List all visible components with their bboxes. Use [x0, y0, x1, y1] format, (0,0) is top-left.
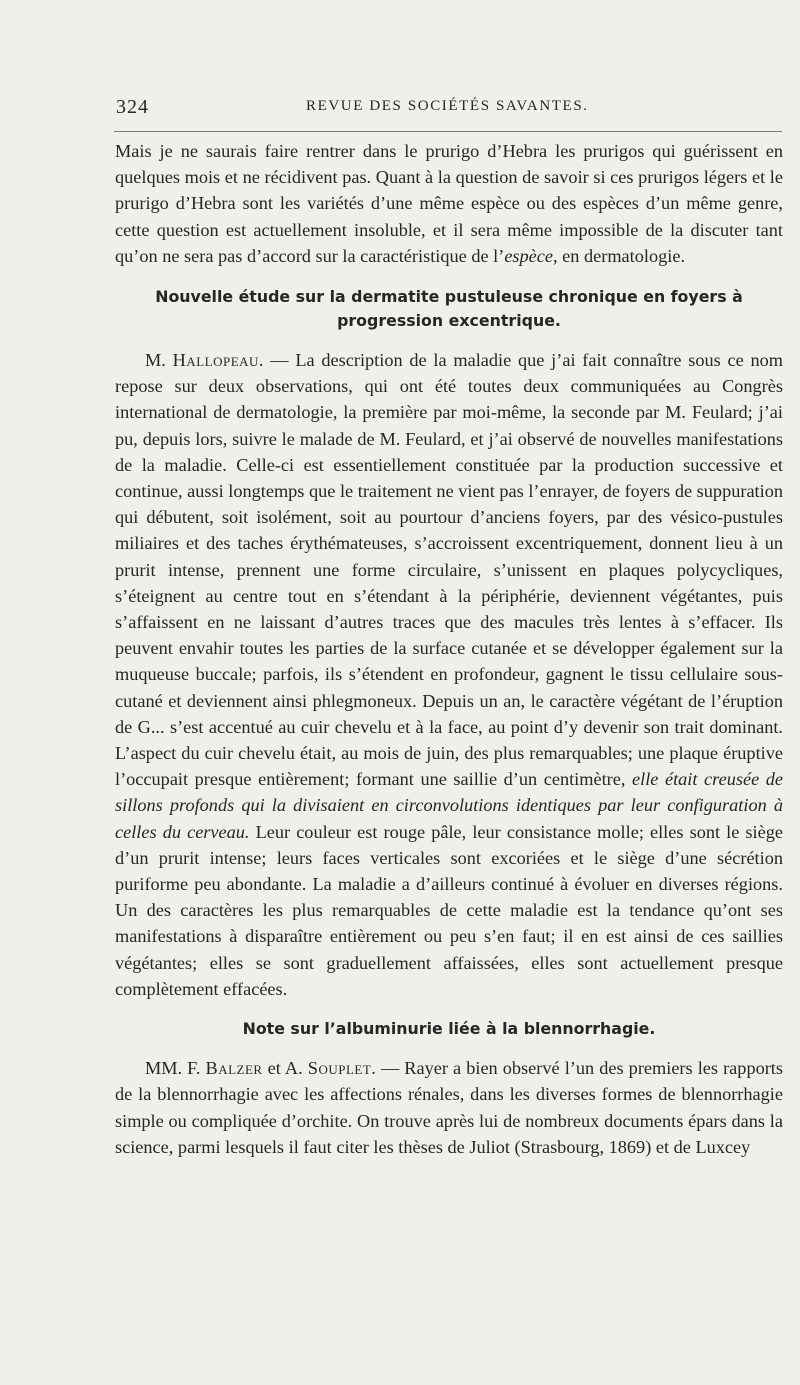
author-name: Hallopeau — [172, 350, 259, 371]
authors-joiner: et A. — [262, 1058, 308, 1079]
intro-text: Mais je ne saurais faire rentrer dans le prurigo d’Hebra les prurigos qui guérissent en quelques mois et ne récidivent pas. Quant à la question de savoir si ces prurigos légers et le prurigo d’Hebra sont les variétés d’une même espèce ou des espèces d’un même genre, cette question est actuellement insoluble, et il sera même impossible de la discuter tant qu’on ne sera pas d’accord sur la caractéristique de l’ — [115, 141, 783, 266]
running-title: REVUE DES SOCIÉTÉS SAVANTES. — [306, 98, 589, 114]
authors-prefix: MM. F. — [145, 1058, 206, 1079]
author-prefix: M. — [145, 350, 173, 371]
intro-emphasis: espèce — [504, 245, 554, 266]
author-souplet: Souplet — [307, 1058, 372, 1079]
header-rule — [114, 131, 782, 132]
page-header — [116, 96, 786, 118]
intro-paragraph — [115, 138, 783, 269]
section-paragraph-dermatite — [115, 347, 783, 1002]
body-text-b: Leur couleur est rouge pâle, leur consistance molle; elles sont le siège d’un prurit intense; leurs faces verticales sont excoriées et le siège d’une sécrétion puriforme peu abondante. La maladie a d’ailleurs continué à évoluer en diverses régions. Un des caractères les plus remarquables de cette maladie est la tendance qu’ont ses manifestations à disparaître entièrement ou peu s’en faut; il en est ainsi de ces saillies végétantes; elles se sont graduellement affaissées, elles sont actuellement presque complètement effacées. — [115, 821, 783, 999]
body-text-a: . — La description de la maladie que j’ai fait connaître sous ce nom repose sur deux observations, qui ont été toutes deux communiquées au Congrès international de dermatologie, la première par moi-même, la seconde par M. Feulard; j’ai pu, depuis lors, suivre le malade de M. Feulard, et j’ai observé de nouvelles manifestations de la maladie. Celle-ci est essentiellement constituée par la production successive et continue, aussi longtemps que le traitement ne vient pas l’enrayer, de foyers de suppuration qui débutent, soit isolément, soit au pourtour d’anciens foyers, par des vésico-pustules miliaires et des taches érythémateuses, s’accroissent excentriquement, donnent lieu à un prurit intense, prennent une forme circulaire, s’unissent en plaques polycycliques, s’éteignent au centre tout en s’étendant à la périphérie, deviennent végétantes, puis s’affaissent en ne laissant d’autres traces que des macules très lentes à s’effacer. Ils peuvent envahir toutes les parties de la surface cutanée et se développer également sur la muqueuse buccale; parfois, ils s’étendent en profondeur, gagnent le tissu cellulaire sous-cutané et deviennent ainsi phlegmoneux. Depuis un an, le caractère végétant de l’éruption de G... s’est accentué au cuir chevelu et à la face, au point d’y devenir son trait dominant. L’aspect du cuir chevelu était, au mois de juin, des plus remarquables; une plaque éruptive l’occupait presque entièrement; formant une saillie d’un centimètre, — [115, 350, 783, 790]
body-text: . — Rayer a bien observé l’un des premiers les rapports de la blennorrhagie avec les affections rénales, dans les diverses formes de blennorrhagie simple ou compliquée d’orchite. On trouve après lui de nombreux documents épars dans la science, parmi lesquels il faut citer les thèses de Juliot (Strasbourg, 1869) et de Luxcey — [115, 1058, 784, 1157]
author-balzer: Balzer — [205, 1058, 263, 1079]
page-number: 324 — [116, 96, 149, 118]
section-heading-dermatite: Nouvelle étude sur la dermatite pustuleuse chronique en foyers à progression excentrique. — [155, 287, 743, 331]
intro-text-end: , en dermatologie. — [553, 245, 686, 266]
page-body — [115, 138, 783, 1160]
section-heading-albuminurie: Note sur l’albuminurie liée à la blennorrhagie. — [242, 1019, 656, 1039]
body-emphasis: elle était creusée de sillons profonds qui la divisaient en circonvolutions identiques par leur configuration à celles du cerveau. — [115, 769, 784, 842]
section-paragraph-albuminurie — [115, 1055, 783, 1160]
